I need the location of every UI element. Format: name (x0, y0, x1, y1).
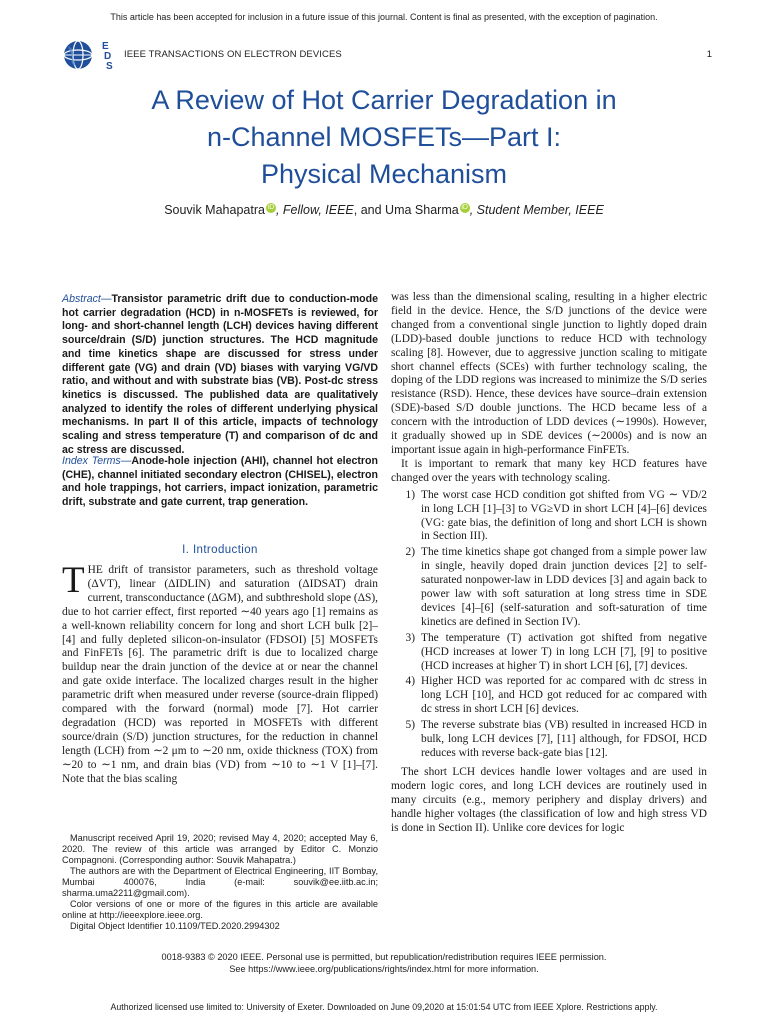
list-item-number: 4) (405, 675, 415, 688)
list-item-number: 5) (405, 719, 415, 732)
list-item (391, 546, 707, 629)
acceptance-notice: This article has been accepted for inclusion in a future issue of this journal. Content is final as presented, with the exception of pagination. (110, 12, 658, 22)
orcid-icon[interactable]: iD (461, 204, 468, 211)
right-paragraph-3: The short LCH devices handle lower voltages and are used in modern logic cores, and long LCH devices are routinely used in many circuits (e.g., memory periphery and display drivers) and handle higher voltages (the classification of low and high stress VD is done in Section II). Unlike core devices for logic (391, 765, 707, 834)
list-item-number: 3) (405, 631, 415, 644)
abstract-label: Abstract— (62, 293, 112, 305)
right-column (391, 291, 707, 835)
list-item (391, 719, 707, 761)
paper-title (0, 82, 768, 193)
footnote-affiliation: The authors are with the Department of Electrical Engineering, IIT Bombay, Mumbai 400076, India (e-mail: souvik@ee.iitb.ac.in; sharma.uma2211@gmail.com). (62, 866, 378, 898)
list-item (391, 675, 707, 717)
eds-logo-icon (62, 38, 118, 72)
list-item-text: The temperature (T) activation got shifted from negative (HCD increases at lower T) in long LCH [7], [9] to positive (HCD increases at higher T) in short LCH [6], [7] devices. (421, 631, 707, 672)
list-item-number: 1) (405, 488, 415, 501)
page-number: 1 (706, 49, 712, 60)
right-paragraph-2: It is important to remark that many key HCD features have changed over the years with technology scaling. (391, 457, 707, 484)
abstract-text: Transistor parametric drift due to conduction-mode hot carrier degradation (HCD) in n-MOSFETs is reviewed, for long- and short-channel length (LCH) devices having different source/drain (S/D) junction structures. The HCD magnitude and time kinetics shape are discussed for stress under different gate (VG) and drain (VD) biases with varying VG/VD ratio, and without and with substrate bias (VB). Post-dc stress kinetics is discussed. The published data are qualitatively analyzed to identify the roles of different underlying physical mechanisms. In part II of this article, impacts of technology scaling and stress temperature (T) and comparison of dc and ac stress are discussed. (62, 293, 378, 456)
index-terms-label: Index Terms— (62, 455, 132, 467)
section-heading-introduction: I. Introduction (182, 544, 258, 556)
index-terms-text: Anode-hole injection (AHI), channel hot electron (CHE), channel initiated secondary electron (CHISEL), electron and hole trappings, hot carriers, impact ionization, parametric drift, substrate and gate current, trap generation. (62, 455, 378, 509)
footnote-doi: Digital Object Identifier 10.1109/TED.2020.2994302 (70, 921, 280, 931)
right-paragraph-1: was less than the dimensional scaling, resulting in a higher electric field in the device. Hence, the S/D junctions of the device were changed from a conventional single junction to lightly doped drain (LDD)-based double junctions to reduce HCD with technology scaling [8]. However, due to aggressive junction scaling to mitigate short channel effects (SCEs) with further technology scaling, the doping of the LDD regions was increased to minimize the S/D series resistance (RSD). Hence, these devices have source–drain extension (SDE)-based S/D double junctions. The HCD became less of a concern with the introduction of LDD devices (∼1990s). However, it gradually showed up in SDE devices (∼2000s) and is now an important issue again in high-performance FinFETs. (391, 291, 707, 456)
author-role-2: , Student Member, IEEE (469, 203, 604, 218)
list-item (391, 489, 707, 545)
intro-first-word: HE (87, 564, 103, 576)
author-name-2: Uma Sharma (385, 203, 459, 218)
author-conjunction: , and (353, 203, 386, 218)
license-notice: Authorized licensed use limited to: University of Exeter. Downloaded on June 09,2020 at 15:01:54 UTC from IEEE Xplore. Restrictions apply. (110, 1002, 658, 1012)
list-item-text: The time kinetics shape got changed from a simple power law in single, heavily doped drain junction devices [2] to self-saturated nonpower-law in LDD devices [3] and again back to power law with soft saturation at long stress time in SDE devices [4]–[6] (self-saturation and soft-saturation of time kinetics are defined in Section IV). (421, 546, 707, 628)
index-terms (62, 455, 378, 510)
orcid-icon[interactable]: iD (267, 204, 275, 211)
list-item-number: 2) (405, 546, 415, 559)
journal-header (62, 38, 712, 72)
logo-letter-s: S (106, 61, 113, 72)
introduction-text (62, 560, 378, 787)
title-line-3: Physical Mechanism (260, 159, 508, 189)
intro-paragraph: drift of transistor parameters, such as threshold voltage (ΔVT), linear (ΔIDLIN) and saturation (ΔIDSAT) drain current, transconductance (ΔGM), and subthreshold slope (ΔS), due to hot carrier effect, first reported ∼40 years ago [1] remains as a well-known reliability concern for long and short LCH bulk [2]–[4] and fully depleted silicon-on-insulator (FDSOI) [5] MOSFETs and FinFETs [6]. The parametric drift is due to localized charge buildup near the drain junction of the device at or near the channel and gate oxide interface. The localized charges result in the higher parametric drift when measured under reverse (source-drain flipped) compared with the forward (normal) mode [7]. Hot carrier degradation (HCD) was reported in MOSFETs with different source/drain (S/D) junction structures, for the reduction in channel length (LCH) from ∼2 μm to ∼20 nm, oxide thickness (TOX) from ∼20 to ∼1 nm, and drain bias (VD) from ∼10 to ∼1 V [1]–[7]. Note that the bias scaling (62, 564, 378, 785)
first-page-footnote (62, 833, 378, 932)
author-list (0, 203, 768, 217)
list-item-text: Higher HCD was reported for ac compared with dc stress in long LCH [10], and HCD got reduced for ac compared with dc stress in short LCH [6] devices. (421, 675, 707, 716)
abstract (62, 293, 378, 457)
list-item-text: The reverse substrate bias (VB) resulted in increased HCD in bulk, long LCH devices [7], [11] although, for FDSOI, HCD reduces with reverse back-gate bias [12]. (421, 719, 707, 759)
title-line-1: A Review of Hot Carrier Degradation in (151, 85, 617, 115)
journal-name: IEEE TRANSACTIONS ON ELECTRON DEVICES (124, 49, 342, 60)
footnote-manuscript: Manuscript received April 19, 2020; revised May 4, 2020; accepted May 6, 2020. The review of this article was arranged by Editor C. Monzio Compagnoni. (Corresponding author: Souvik Mahapatra.) (62, 833, 378, 865)
list-item-text: The worst case HCD condition got shifted from VG ∼ VD/2 in long LCH [1]–[3] to VG≥VD in short LCH [4]–[6] devices (VG: gate bias, the definition of long and short LCH is shown in Section III). (421, 488, 707, 543)
logo-letter-e: E (102, 41, 109, 52)
copyright-notice (0, 951, 768, 975)
drop-cap: T (62, 560, 85, 601)
list-item (391, 632, 707, 674)
footnote-color: Color versions of one or more of the figures in this article are available online at http://ieeexplore.ieee.org. (62, 899, 378, 920)
author-name-1: Souvik Mahapatra (164, 203, 265, 218)
title-line-2: n-Channel MOSFETs—Part I: (206, 122, 562, 152)
author-role-1: , Fellow, IEEE (275, 203, 354, 218)
logo-letter-d: D (104, 51, 112, 62)
hcd-features-list (391, 489, 707, 761)
copyright-line-2: See https://www.ieee.org/publications/rights/index.html for more information. (229, 964, 539, 974)
copyright-line-1: 0018-9383 © 2020 IEEE. Personal use is permitted, but republication/redistribution requires IEEE permission. (161, 952, 607, 962)
